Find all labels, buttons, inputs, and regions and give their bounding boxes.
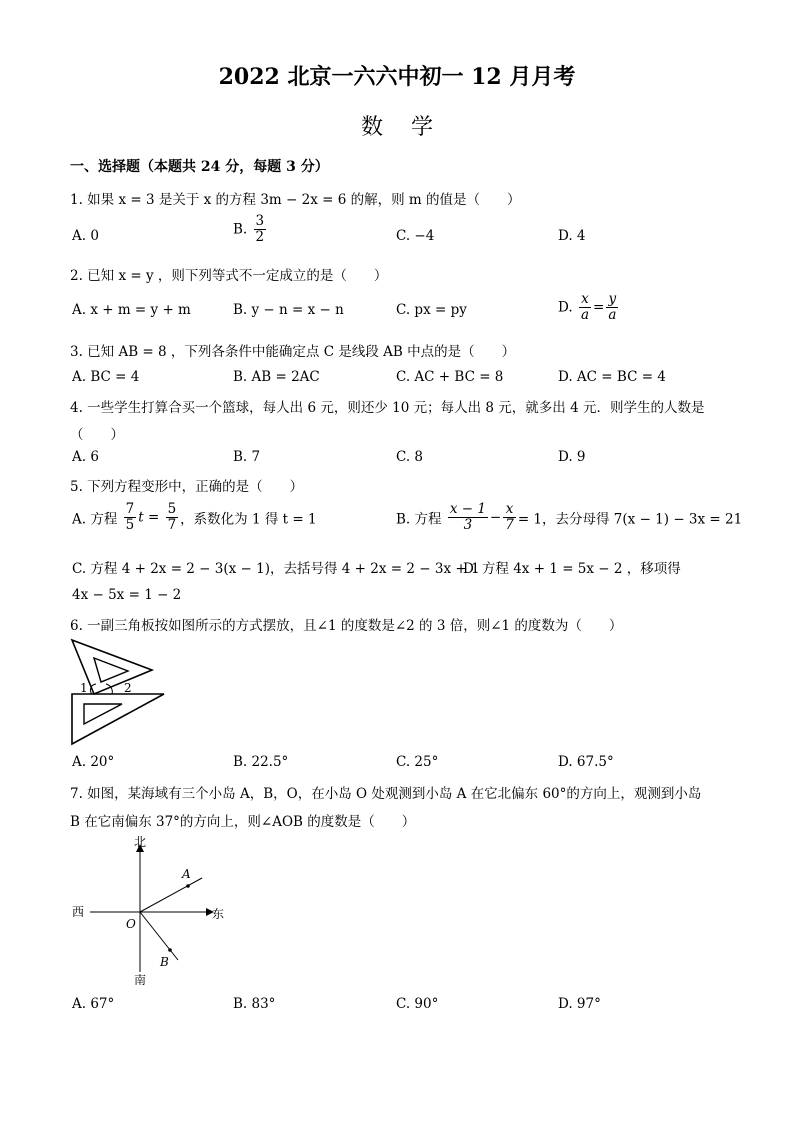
q5-b-n1: x − 1 xyxy=(449,501,486,517)
q7-point-b xyxy=(168,948,172,952)
q1-option-d: D. 4 xyxy=(558,228,586,244)
q6-angle1-label: 1 xyxy=(80,681,88,695)
q4-stem-line1: 4. 一些学生打算合买一个篮球，每人出 6 元，则还少 10 元；每人出 8 元，就多出 4 元．则学生的人数是 xyxy=(70,400,705,416)
q7-north-label: 北 xyxy=(134,835,147,849)
q5-option-d-line1: D. 方程 4x + 1 = 5x − 2 ，移项得 xyxy=(463,561,681,577)
q6-option-a: A. 20° xyxy=(72,754,115,770)
q5-a-post: ，系数化为 1 得 t = 1 xyxy=(180,511,317,528)
q1-option-a: A. 0 xyxy=(72,228,99,244)
q5-option-c: C. 方程 4 + 2x = 2 − 3(x − 1)，去括号得 4 + 2x = 2 − 3x + 1 xyxy=(72,561,480,577)
q2-d-num1: x xyxy=(579,292,591,308)
q6-option-c: C. 25° xyxy=(396,754,439,770)
q5-a-n1: 7 xyxy=(125,501,135,517)
q4-stem-line2: （ ） xyxy=(70,427,124,443)
q1-option-b-label: B. xyxy=(233,221,248,238)
q6-stem: 6. 一副三角板按如图所示的方式摆放，且∠1 的度数是∠2 的 3 倍，则∠1 的度数为（ ） xyxy=(70,618,623,634)
q3-option-a: A. BC = 4 xyxy=(72,369,140,385)
q2-d-label: D. xyxy=(558,299,573,316)
q5-b-d1: 3 xyxy=(463,517,473,533)
q5-a-frac1 xyxy=(124,502,137,533)
q6-upper-set-square-hole xyxy=(94,658,128,682)
q5-option-a xyxy=(72,502,317,533)
q5-b-pre: B. 方程 xyxy=(396,511,442,528)
q6-option-b: B. 22.5° xyxy=(233,754,289,770)
q2-option-d xyxy=(558,292,620,323)
q7-stem-line1: 7. 如图，某海域有三个小岛 A，B，O，在小岛 O 处观测到小岛 A 在它北偏东 60°的方向上，观测到小岛 xyxy=(70,786,702,802)
q5-b-n2: x xyxy=(503,502,516,518)
q7-ray-oa xyxy=(140,878,202,912)
q2-stem: 2. 已知 x = y ，则下列等式不一定成立的是（ ） xyxy=(70,268,388,284)
q7-east-label: 东 xyxy=(212,907,225,921)
q4-option-a: A. 6 xyxy=(72,449,99,465)
q5-a-d1: 5 xyxy=(125,517,135,533)
q6-lower-set-square xyxy=(72,694,164,744)
q4-option-c: C. 8 xyxy=(396,449,424,465)
section-heading: 一、选择题（本题共 24 分，每题 3 分） xyxy=(70,159,329,175)
q2-option-b: B. y − n = x − n xyxy=(233,302,344,318)
q5-option-b xyxy=(396,502,742,533)
q5-a-pre: A. 方程 xyxy=(72,511,118,528)
q2-d-den1: a xyxy=(580,307,589,323)
q5-a-d2: 7 xyxy=(167,517,177,533)
q7-stem-line2: B 在它南偏东 37°的方向上，则∠AOB 的度数是（ ） xyxy=(70,814,416,830)
q4-option-d: D. 9 xyxy=(558,449,586,465)
q2-d-num2: y xyxy=(606,292,618,308)
q3-stem: 3. 已知 AB = 8 ，下列各条件中能确定点 C 是线段 AB 中点的是（ ） xyxy=(70,344,516,360)
q1-b-den: 2 xyxy=(255,229,265,245)
q1-option-b xyxy=(233,214,268,245)
q6-angle2-label: 2 xyxy=(124,681,132,695)
q1-stem: 1. 如果 x = 3 是关于 x 的方程 3m − 2x = 6 的解，则 m 的值是（ ） xyxy=(70,192,521,208)
q3-option-d: D. AC = BC = 4 xyxy=(558,369,666,385)
q1-b-num: 3 xyxy=(255,213,265,229)
q7-ray-ob xyxy=(140,912,178,960)
q5-a-n2: 5 xyxy=(167,501,177,517)
q7-point-a xyxy=(186,884,190,888)
q7-option-b: B. 83° xyxy=(233,996,276,1012)
q6-lower-set-square-hole xyxy=(84,704,122,724)
q5-stem: 5. 下列方程变形中，正确的是（ ） xyxy=(70,479,304,495)
page-title: 2022 北京一六六中初一 12 月月考 xyxy=(218,64,576,90)
q7-option-c: C. 90° xyxy=(396,996,439,1012)
q5-b-post: = 1，去分母得 7(x − 1) − 3x = 21 xyxy=(517,511,743,528)
subject-title: 数学 xyxy=(360,115,461,140)
q7-option-a: A. 67° xyxy=(72,996,115,1012)
q5-b-frac2 xyxy=(503,502,516,533)
q3-option-c: C. AC + BC = 8 xyxy=(396,369,504,385)
q7-figure-compass xyxy=(66,832,236,988)
q3-option-b: B. AB = 2AC xyxy=(233,369,320,385)
q7-south-label: 南 xyxy=(134,973,147,987)
q5-b-frac1 xyxy=(448,502,488,533)
q5-b-d2: 7 xyxy=(505,517,514,533)
q7-b-label: B xyxy=(160,955,169,969)
q2-d-den2: a xyxy=(608,307,617,323)
q2-option-c: C. px = py xyxy=(396,302,467,318)
q7-o-label: O xyxy=(126,917,136,931)
q2-d-frac1 xyxy=(579,292,591,323)
q1-option-b-fraction xyxy=(254,214,267,245)
q6-option-d: D. 67.5° xyxy=(558,754,614,770)
q2-option-a: A. x + m = y + m xyxy=(72,302,191,318)
q6-figure-set-squares xyxy=(66,634,170,746)
q2-d-frac2 xyxy=(606,292,618,323)
q7-option-d: D. 97° xyxy=(558,996,601,1012)
q5-option-d-line2: 4x − 5x = 1 − 2 xyxy=(72,587,182,603)
q4-option-b: B. 7 xyxy=(233,449,261,465)
q7-a-label: A xyxy=(182,867,191,881)
q5-a-frac2 xyxy=(166,502,179,533)
q1-option-c: C. −4 xyxy=(396,228,435,244)
q2-d-eq: = xyxy=(593,299,605,316)
q7-west-label: 西 xyxy=(72,905,85,919)
q5-b-mid: − xyxy=(489,509,502,526)
q5-a-mid: t = xyxy=(138,509,160,526)
